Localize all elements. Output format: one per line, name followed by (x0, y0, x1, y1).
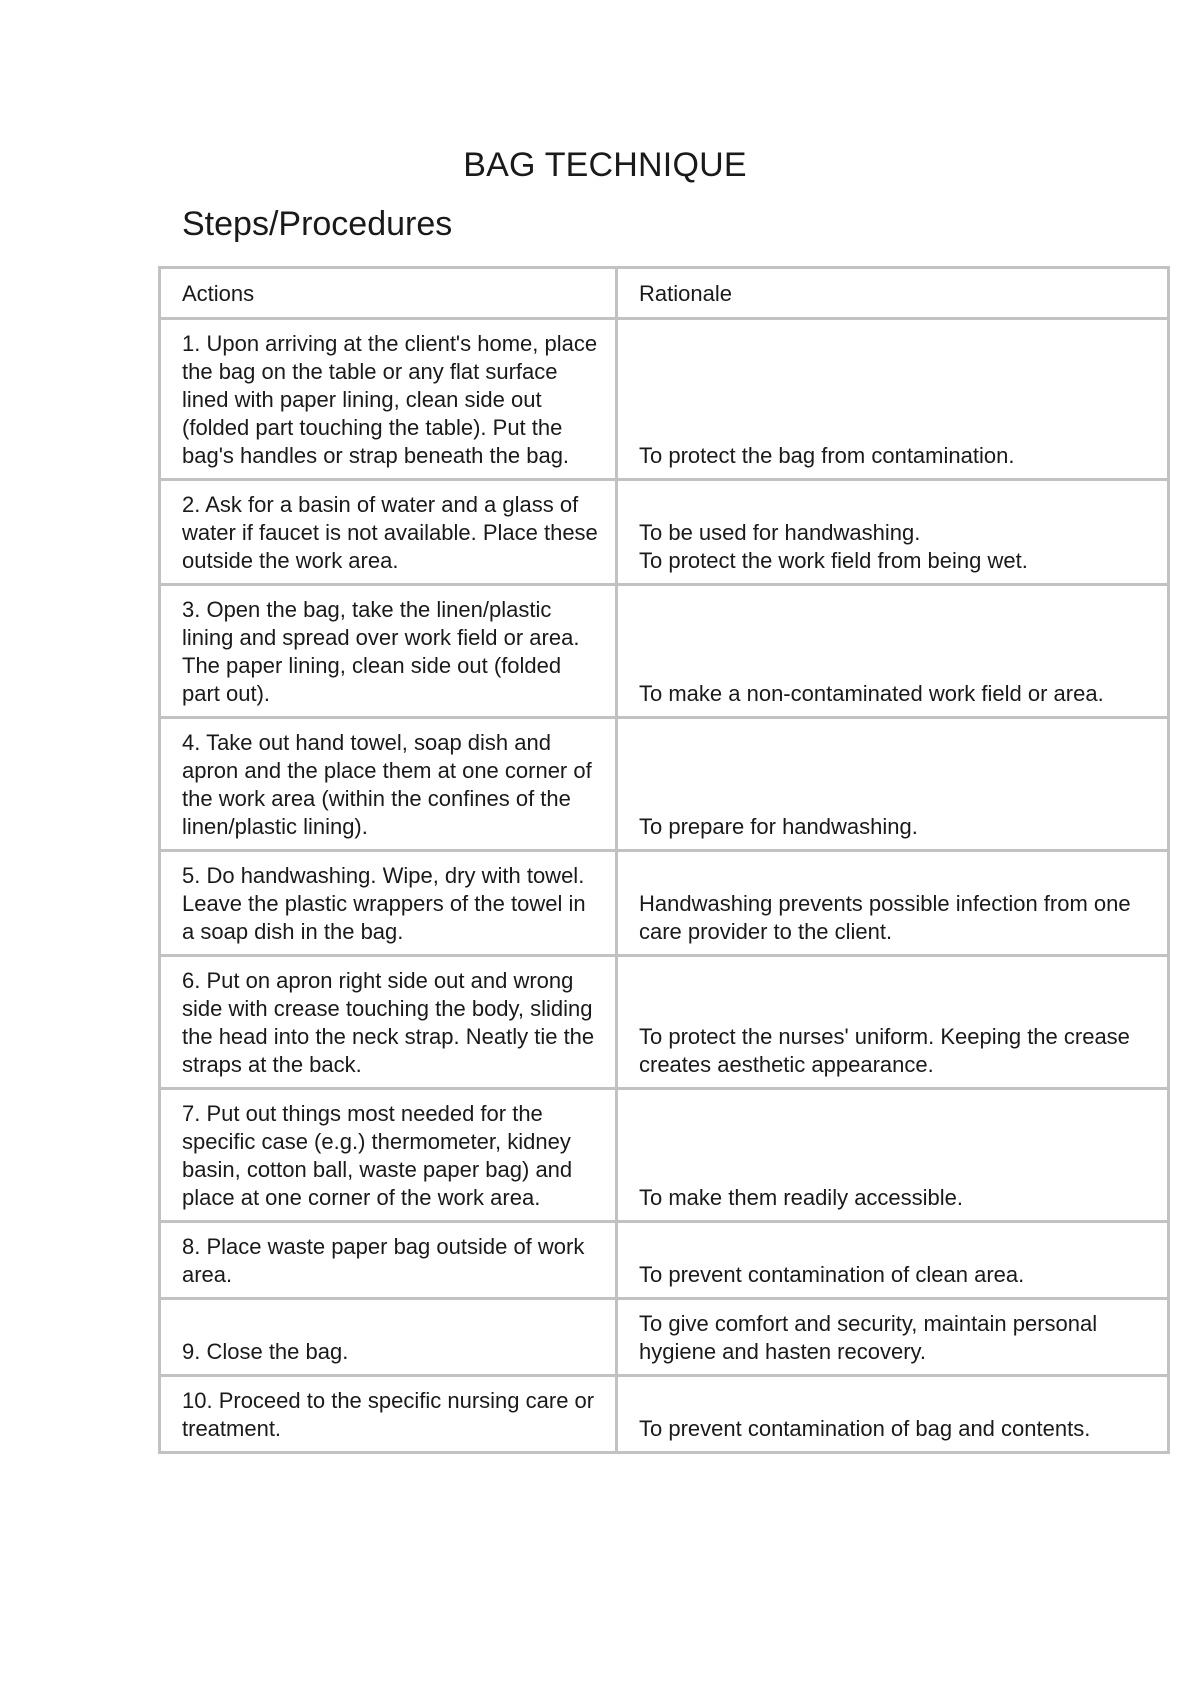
table-row (160, 319, 1169, 480)
rationale-cell: Handwashing prevents possible infection from one care provider to the client. (617, 851, 1169, 956)
rationale-cell: To make a non-contaminated work field or area. (617, 585, 1169, 718)
action-cell: 3. Open the bag, take the linen/plastic lining and spread over work field or area. The paper lining, clean side out (folded part out). (160, 585, 617, 718)
procedure-table (158, 266, 1170, 1454)
rationale-cell: To give comfort and security, maintain personal hygiene and hasten recovery. (617, 1299, 1169, 1376)
rationale-cell: To make them readily accessible. (617, 1089, 1169, 1222)
action-cell: 1. Upon arriving at the client's home, place the bag on the table or any flat surface lined with paper lining, clean side out (folded part touching the table). Put the bag's handles or strap beneath the bag. (160, 319, 617, 480)
table-row (160, 718, 1169, 851)
action-cell: 10. Proceed to the specific nursing care or treatment. (160, 1376, 617, 1453)
action-cell: 6. Put on apron right side out and wrong side with crease touching the body, sliding the head into the neck strap. Neatly tie the straps at the back. (160, 956, 617, 1089)
action-cell: 4. Take out hand towel, soap dish and apron and the place them at one corner of the work area (within the confines of the linen/plastic lining). (160, 718, 617, 851)
header-actions: Actions (160, 268, 617, 319)
rationale-cell: To protect the bag from contamination. (617, 319, 1169, 480)
table-row (160, 1376, 1169, 1453)
table-row (160, 480, 1169, 585)
rationale-cell: To prevent contamination of bag and contents. (617, 1376, 1169, 1453)
table-row (160, 1089, 1169, 1222)
rationale-cell: To prepare for handwashing. (617, 718, 1169, 851)
action-cell: 9. Close the bag. (160, 1299, 617, 1376)
table-row (160, 1222, 1169, 1299)
table-header-row (160, 268, 1169, 319)
action-cell: 5. Do handwashing. Wipe, dry with towel. Leave the plastic wrappers of the towel in a soap dish in the bag. (160, 851, 617, 956)
page-title: BAG TECHNIQUE (463, 146, 747, 184)
table-row (160, 1299, 1169, 1376)
table-row (160, 956, 1169, 1089)
action-cell: 7. Put out things most needed for the specific case (e.g.) thermometer, kidney basin, cotton ball, waste paper bag) and place at one corner of the work area. (160, 1089, 617, 1222)
rationale-cell: To be used for handwashing. To protect the work field from being wet. (617, 480, 1169, 585)
rationale-cell: To prevent contamination of clean area. (617, 1222, 1169, 1299)
action-cell: 2. Ask for a basin of water and a glass of water if faucet is not available. Place these outside the work area. (160, 480, 617, 585)
header-rationale: Rationale (617, 268, 1169, 319)
section-heading: Steps/Procedures (182, 205, 453, 243)
table-row (160, 585, 1169, 718)
rationale-cell: To protect the nurses' uniform. Keeping the crease creates aesthetic appearance. (617, 956, 1169, 1089)
action-cell: 8. Place waste paper bag outside of work area. (160, 1222, 617, 1299)
table-row (160, 851, 1169, 956)
